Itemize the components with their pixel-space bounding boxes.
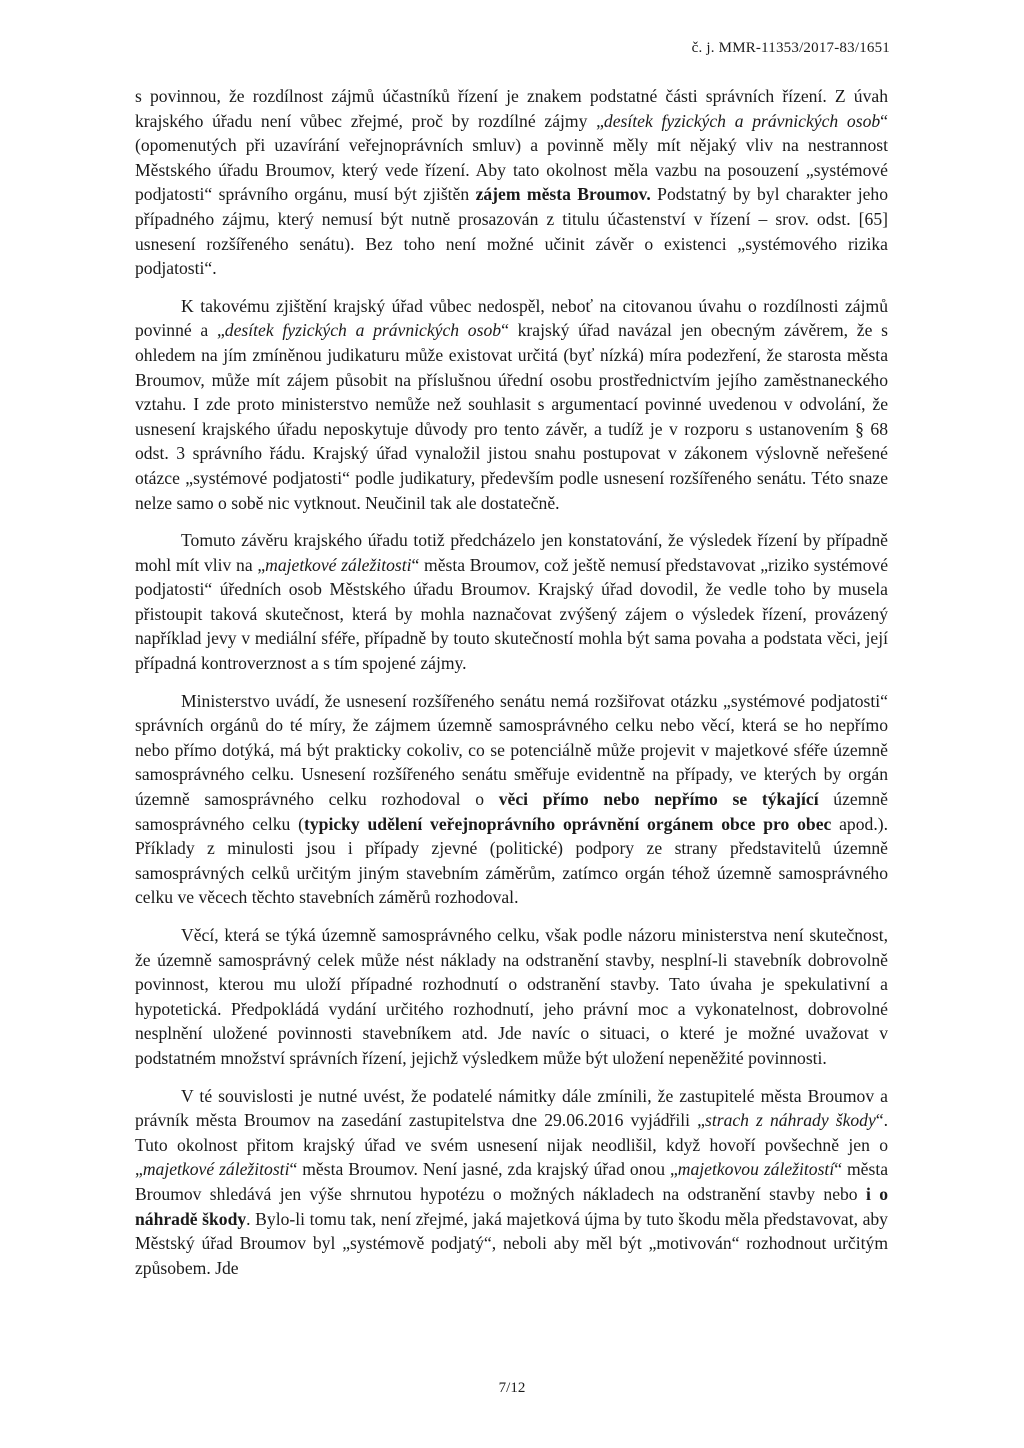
text-run: V té souvislosti je nutné uvést, že podatelé námitky dále zmínili, že zastupitelé města Broumov a právník města Broumov na zasedání zastupitelstva dne 29.06.2016 vyjádřili „ [135, 1085, 888, 1131]
text-run: věci přímo nebo nepřímo se týkající [498, 789, 819, 810]
text-run: “ města Broumov. Není jasné, zda krajský úřad onou „ [289, 1159, 678, 1180]
text-run: desítek fyzických a právnických osob [603, 110, 881, 131]
text-run: Ministerstvo uvádí, že usnesení rozšířeného senátu nemá rozšiřovat otázku „systémové podjatosti“ správních orgánů do té míry, že zájmem územně samosprávného celku nebo věcí, která se ho nepřímo nebo přímo dotýká, má být prakticky cokoliv, co se potenciálně může projevit v majetkové sféře územně samosprávného celku. Usnesení rozšířeného senátu směřuje evidentně na případy, ve kterých by orgán územně samosprávného celku rozhodoval o [135, 690, 888, 810]
text-run: “ města Broumov shledává jen výše shrnutou hypotézu o možných nákladech na odstranění stavby nebo [135, 1159, 889, 1204]
text-run: typicky udělení veřejnoprávního oprávnění orgánem obce pro obec [304, 813, 832, 834]
text-run: “. Tuto okolnost přitom krajský úřad ve svém usnesení nijak neodlišil, když hovoří povšechně jen o „ [135, 1110, 888, 1180]
text-run: majetkové záležitosti [142, 1159, 290, 1180]
text-run: strach z náhrady škody [704, 1110, 876, 1131]
paragraph-5 [135, 923, 888, 1071]
paragraph-3 [135, 528, 888, 676]
paragraph-4 [135, 689, 888, 910]
text-run: Věcí, která se týká územně samosprávného celku, však podle názoru ministerstva není skutečnost, že územně samosprávný celek může nést náklady na odstranění stavby, nesplní-li stavebník dobrovolně povinnost, kterou mu uloží případné rozhodnutí o odstranění stavby. Tato úvaha je spekulativní a hypotetická. Předpokládá vydání určitého rozhodnutí, jeho právní moc a vykonatelnost, dobrovolné nesplnění uložené povinnosti stavebníkem atd. Jde navíc o situaci, o které je možné uvažovat v podstatném množství správních řízení, jejichž výsledkem může být uložení nepeněžité povinnosti. [135, 925, 888, 1068]
text-run: apod.). Příklady z minulosti jsou i případy zjevné (politické) podpory ze strany představitelů územně samosprávných celků určitým jiným stavebním záměrům, zatímco orgán téhož územně samosprávného celku ve věcech těchto stavebních záměrů rozhodoval. [135, 813, 888, 908]
text-run: územně samosprávného celku ( [135, 789, 888, 834]
text-run: zájem města Broumov. [475, 184, 651, 205]
paragraph-2 [135, 294, 888, 515]
text-run: “ krajský úřad navázal jen obecným závěrem, že s ohledem na jím zmíněnou judikaturu může existovat určitá (byť nízká) míra podezření, že starosta města Broumov, může mít zájem působit na příslušnou úřední osobu prostřednictvím jejího zaměstnaneckého vztahu. I zde proto ministerstvo nemůže než souhlasit s argumentací povinné uvedenou v odvolání, že usnesení krajského úřadu neposkytuje důvody pro tento závěr, a tudíž je v rozporu s ustanovením § 68 odst. 3 správního řádu. Krajský úřad vynaložil jistou snahu postupovat v zákonem výslovně neřešené otázce „systémové podjatosti“ podle judikatury, především podle usnesení rozšířeného senátu. Této snaze nelze samo o sobě nic vytknout. Neučinil tak ale dostatečně. [135, 320, 888, 513]
document-body [135, 84, 888, 1293]
text-run: “ města Broumov, což ještě nemusí představovat „riziko systémové podjatosti“ úředních osob Městského úřadu Broumov. Krajský úřad dovodil, že vedle toho by musela přistoupit taková skutečnost, která by mohla naznačovat zvýšený zájem o výsledek řízení, provázený například jevy v mediální sféře, případně by touto skutečností mohla být sama povaha a podstata věci, její případná kontroverznost a s tím spojené zájmy. [135, 554, 889, 674]
text-run: desítek fyzických a právnických osob [224, 320, 502, 341]
text-run: Tomuto závěru krajského úřadu totiž předcházelo jen konstatování, že výsledek řízení by případně mohl mít vliv na „ [135, 530, 888, 575]
text-run: Podstatný by byl charakter jeho případného zájmu, který nemusí být nutně prosazován z titulu účastenství v řízení – srov. odst. [65] usnesení rozšířeného senátu). Bez toho není možné učinit závěr o existenci „systémového rizika podjatosti“. [135, 184, 888, 279]
text-run: “ (opomenutých při uzavírání veřejnoprávních smluv) a povinně měly mít nějaký vliv na nestrannost Městského úřadu Broumov, který vede řízení. Aby tato okolnost měla vazbu na posouzení „systémové podjatosti“ správního orgánu, musí být zjištěn [135, 110, 888, 205]
text-run: K takovému zjištění krajský úřad vůbec nedospěl, neboť na citovanou úvahu o rozdílnosti zájmů povinné a „ [135, 295, 888, 341]
paragraph-6 [135, 1084, 888, 1281]
text-run: majetkové záležitosti [265, 554, 412, 575]
text-run: majetkovou záležitostí [677, 1159, 835, 1180]
text-run: i o náhradě škody [135, 1183, 888, 1229]
paragraph-1 [135, 84, 888, 281]
text-run: s povinnou, že rozdílnost zájmů účastníků řízení je znakem podstatné části správních řízení. Z úvah krajského úřadu není vůbec zřejmé, proč by rozdílné zájmy „ [135, 86, 888, 131]
page-number: 7/12 [498, 1380, 526, 1396]
text-run: . Bylo-li tomu tak, není zřejmé, jaká majetková újma by tuto škodu měla představovat, aby Městský úřad Broumov byl „systémově podjatý“, neboli aby měl být „motivován“ rozhodnout určitým způsobem. Jde [135, 1208, 888, 1278]
document-reference: č. j. MMR-11353/2017-83/1651 [691, 40, 890, 56]
